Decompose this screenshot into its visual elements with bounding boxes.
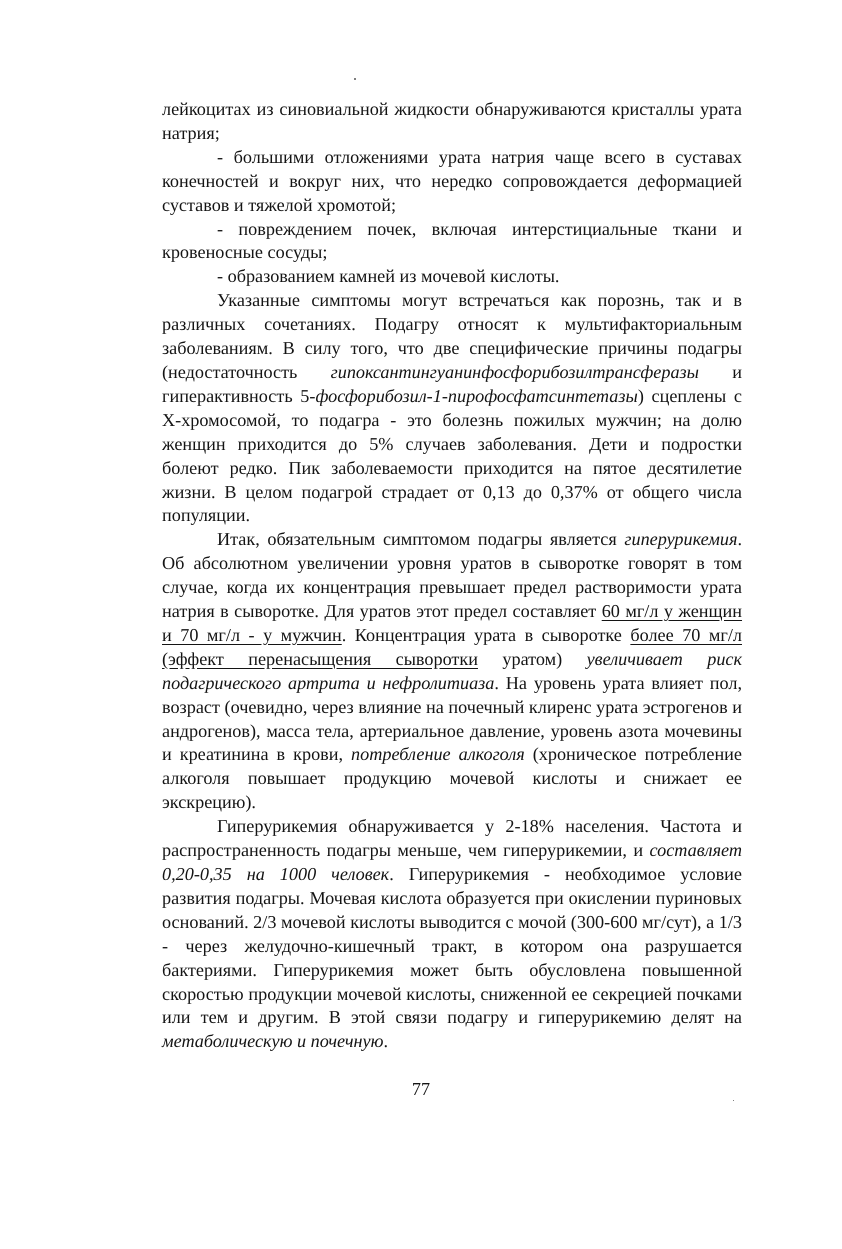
text-run: и гиперактивность 5-	[162, 361, 743, 406]
underlined-text: 60 мг/л у женщин и 70 мг/л - у мужчин	[162, 601, 743, 645]
paragraph-prevalence	[162, 815, 742, 1054]
italic-term: потребление алкоголя	[351, 744, 525, 765]
text-run: Указанные симптомы могут встречаться как порознь, так и в различных сочетаниях. Подагру относят к мультифакториальным заболеваниям. В силу того, что две специфические причины подагры (недостаточность	[162, 290, 742, 382]
scan-speck	[733, 1100, 734, 1101]
scan-speck	[354, 78, 356, 80]
page-number: 77	[411, 1079, 431, 1099]
text-run: . Об абсолютном увеличении уровня уратов в сыворотке говорят в том случае, когда их концентрация превышает предел растворимости урата натрия в сыворотке. Для уратов этот предел составляет	[162, 529, 742, 622]
text-run: Итак, обязательным симптомом подагры является	[217, 529, 625, 550]
list-item-deposits	[162, 146, 742, 218]
text-run: ) сцеплены с Х-хромосомой, то подагра - это болезнь пожилых мужчин; на долю женщин приходится до 5% случаев заболевания. Дети и подростки болеют редко. Пик заболеваемости приходится на пятое десятилетие жизни. В целом подагрой страдает от 0,13 до 0,37% от общего числа популяции.	[162, 385, 742, 526]
document-page-body	[162, 98, 742, 1054]
italic-term: метаболическую и почечную	[162, 1031, 384, 1052]
paragraph-continuation	[162, 98, 742, 146]
italic-term: гиперурикемия	[624, 529, 738, 550]
list-item-kidney-damage	[162, 218, 742, 266]
text-run: Гиперурикемия обнаруживается у 2-18% населения. Частота и распространенность подагры меньше, чем гиперурикемии, и	[162, 816, 742, 861]
text-run: . На уровень урата влияет пол, возраст (очевидно, через влияние на почечный клиренс урата эстрогенов и андрогенов), масса тела, артериальное давление, уровень азота мочевины и креатинина в крови,	[162, 672, 742, 765]
text-run: (хроническое потребление алкоголя повышает продукцию мочевой кислоты и снижает ее экскрецию).	[162, 744, 742, 813]
text-run: .	[383, 1031, 389, 1052]
paragraph-hyperuricemia	[162, 528, 742, 815]
italic-term: увеличивает риск подагрического артрита и нефролитиаза	[162, 648, 743, 693]
italic-term: составляет 0,20-0,35 на 1000 человек	[162, 840, 742, 884]
text-run: . Гиперурикемия - необходимое условие развития подагры. Мочевая кислота образуется при окислении пуриновых оснований. 2/3 мочевой кислоты выводится с мочой (300-600 мг/сут), а 1/3 - через желудочно-кишечный тракт, в котором она разрушается бактериями. Гиперурикемия может быть обусловлена повышенной скоростью продукции мочевой кислоты, сниженной ее секрецией почками или тем и другим. В этой связи подагру и гиперурикемию делят на	[162, 864, 742, 1028]
text-run: уратом)	[477, 648, 587, 669]
italic-term: фосфорибозил-1-пирофосфатсинтетазы	[315, 385, 638, 406]
text-run: . Концентрация урата в сыворотке	[341, 624, 631, 645]
text-run: - большими отложениями урата натрия чаще всего в суставах конечностей и вокруг них, что нередко сопровождается деформацией суставов и тяжелой хромотой;	[162, 146, 742, 215]
text-run: - образованием камней из мочевой кислоты.	[217, 266, 560, 287]
text-run: - повреждением почек, включая интерстициальные ткани и кровеносные сосуды;	[162, 218, 742, 263]
paragraph-symptoms	[162, 289, 742, 528]
underlined-text: более 70 мг/л (эффект перенасыщения сыворотки	[162, 624, 742, 669]
text-run: лейкоцитах из синовиальной жидкости обнаруживаются кристаллы урата натрия;	[162, 99, 742, 143]
italic-term: гипоксантингуанинфосфорибозилтрансферазы	[330, 361, 699, 382]
list-item-stones	[162, 265, 742, 289]
